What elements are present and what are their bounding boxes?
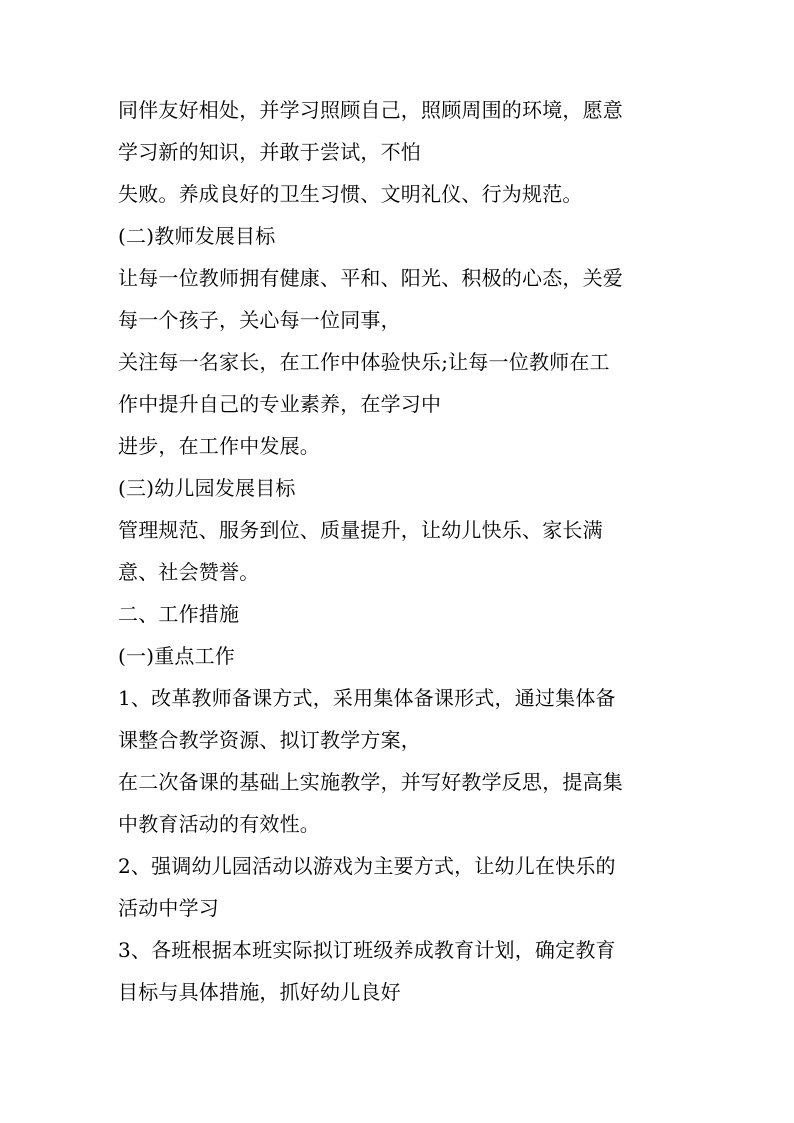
text-line: 失败。养成良好的卫生习惯、文明礼仪、行为规范。: [118, 182, 583, 206]
text-line: 1、改革教师备课方式，采用集体备课形式，通过集体备: [118, 686, 616, 710]
text-line: 让每一位教师拥有健康、平和、阳光、积极的心态，关爱: [118, 266, 623, 290]
text-line: 学习新的知识，并敢于尝试，不怕: [118, 140, 421, 164]
text-line: 中教育活动的有效性。: [118, 812, 320, 836]
text-line: 目标与具体措施，抓好幼儿良好: [118, 980, 401, 1004]
text-line: 课整合教学资源、拟订教学方案，: [118, 728, 421, 752]
section-heading: (三)幼儿园发展目标: [118, 476, 296, 500]
text-line: 管理规范、服务到位、质量提升，让幼儿快乐、家长满: [118, 518, 603, 542]
text-line: 活动中学习: [118, 896, 219, 920]
text-line: 在二次备课的基础上实施教学，并写好教学反思，提高集: [118, 770, 623, 794]
text-line: 作中提升自己的专业素养，在学习中: [118, 392, 442, 416]
text-line: 2、强调幼儿园活动以游戏为主要方式，让幼儿在快乐的: [118, 854, 616, 878]
section-heading: (二)教师发展目标: [118, 224, 276, 248]
text-line: 同伴友好相处，并学习照顾自己，照顾周围的环境，愿意: [118, 98, 623, 122]
section-heading: (一)重点工作: [118, 644, 236, 668]
section-heading: 二、工作措施: [118, 602, 240, 626]
text-line: 进步，在工作中发展。: [118, 434, 320, 458]
text-line: 关注每一名家长，在工作中体验快乐;让每一位教师在工: [118, 350, 610, 374]
text-line: 3、各班根据本班实际拟订班级养成教育计划，确定教育: [118, 938, 616, 962]
text-line: 意、社会赞誉。: [118, 560, 260, 584]
text-line: 每一个孩子，关心每一位同事，: [118, 308, 401, 332]
